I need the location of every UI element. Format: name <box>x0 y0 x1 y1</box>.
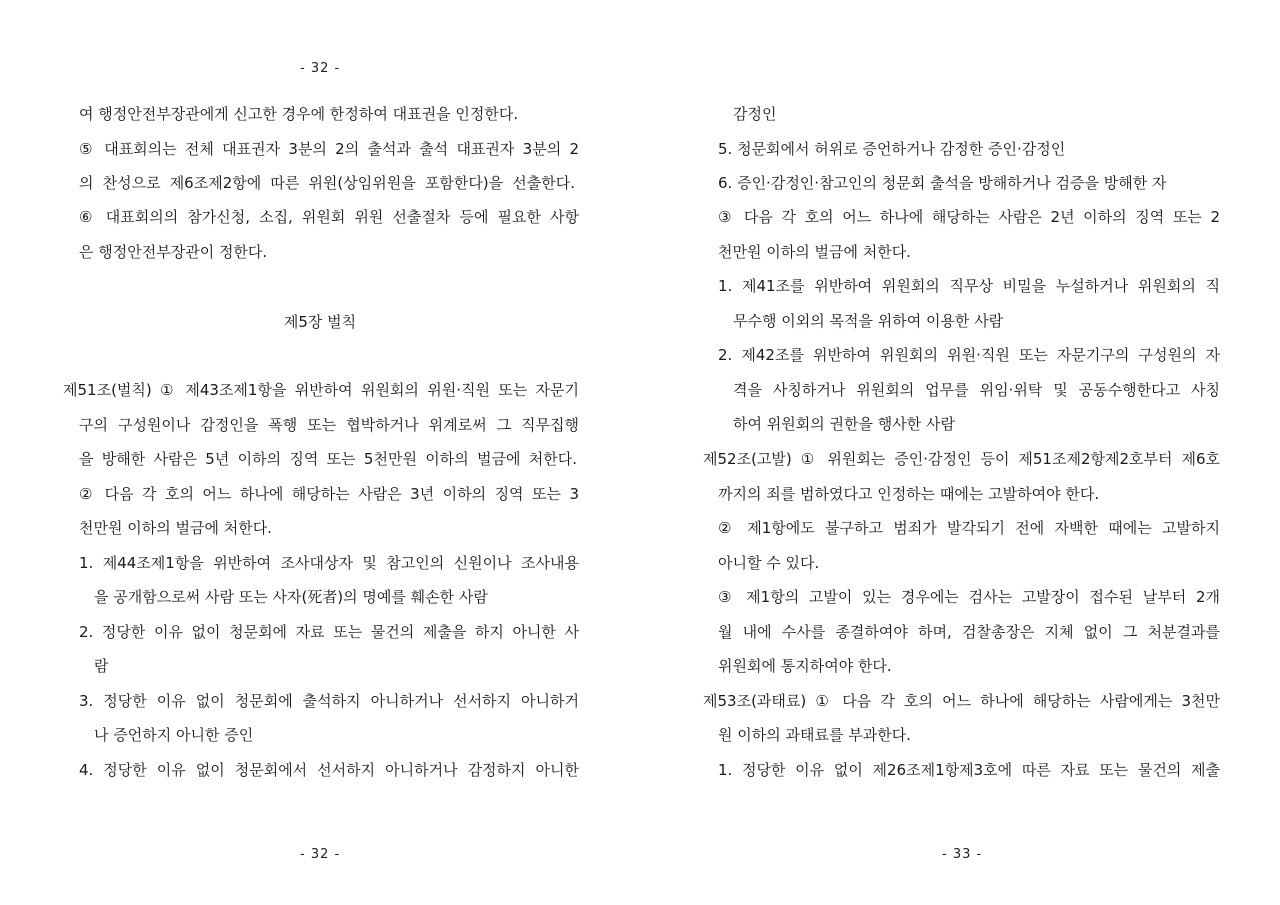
text-line: 을 공개함으로써 사람 또는 사자(死者)의 명예를 훼손한 사람 <box>94 588 488 606</box>
text-line: 위원회에 통지하여야 한다. <box>718 657 892 675</box>
text-line: ③ 제1항의 고발이 있는 경우에는 검사는 고발장이 접수된 날부터 2개 <box>718 588 1220 606</box>
list-item: 4. 정당한 이유 없이 청문회에서 선서하지 아니하거나 감정하지 아니한 <box>79 761 579 779</box>
text-line: ⑥ 대표회의의 참가신청, 소집, 위원회 위원 선출절차 등에 필요한 사항 <box>79 208 579 226</box>
list-item: 1. 제41조를 위반하여 위원회의 직무상 비밀을 누설하거나 위원회의 직 <box>718 277 1220 295</box>
text-line: 천만원 이하의 벌금에 처한다. <box>79 519 272 537</box>
text-line: 의 찬성으로 제6조제2항에 따른 위원(상임위원을 포함한다)을 선출한다. <box>79 174 575 192</box>
list-item: 1. 제44조제1항을 위반하여 조사대상자 및 참고인의 신원이나 조사내용 <box>79 554 579 572</box>
text-line: 나 증언하지 아니한 증인 <box>94 726 254 744</box>
article-51-title: 제51조(벌칙) ① 제43조제1항을 위반하여 위원회의 위원·직원 또는 자문기 <box>63 381 579 399</box>
list-item: 2. 정당한 이유 없이 청문회에 자료 또는 물건의 제출을 하지 아니한 사 <box>79 623 579 641</box>
text-line: 까지의 죄를 범하였다고 인정하는 때에는 고발하여야 한다. <box>718 485 1100 503</box>
text-line: 하여 위원회의 권한을 행사한 사람 <box>733 415 955 433</box>
text-line: 무수행 이외의 목적을 위하여 이용한 사람 <box>733 312 1004 330</box>
text-line: ② 다음 각 호의 어느 하나에 해당하는 사람은 3년 이하의 징역 또는 3 <box>79 485 579 503</box>
top-page-number: - 32 - <box>300 61 341 76</box>
article-52-title: 제52조(고발) ① 위원회는 증인·감정인 등이 제51조제2항제2호부터 제6호 <box>703 450 1220 468</box>
text-line: 천만원 이하의 벌금에 처한다. <box>718 243 911 261</box>
text-line: 을 방해한 사람은 5년 이하의 징역 또는 5천만원 이하의 벌금에 처한다. <box>79 450 577 468</box>
list-item: 6. 증인·감정인·참고인의 청문회 출석을 방해하거나 검증을 방해한 자 <box>718 174 1167 192</box>
text-line: 은 행정안전부장관이 정한다. <box>79 243 268 261</box>
text-line: ⑤ 대표회의는 전체 대표권자 3분의 2의 출석과 출석 대표권자 3분의 2 <box>79 140 579 158</box>
list-item: 3. 정당한 이유 없이 청문회에 출석하지 아니하거나 선서하지 아니하거 <box>79 692 579 710</box>
article-53-title: 제53조(과태료) ① 다음 각 호의 어느 하나에 해당하는 사람에게는 3천만 <box>703 692 1220 710</box>
list-item: 2. 제42조를 위반하여 위원회의 위원·직원 또는 자문기구의 구성원의 자 <box>718 346 1220 364</box>
text-line: ③ 다음 각 호의 어느 하나에 해당하는 사람은 2년 이하의 징역 또는 2 <box>718 208 1220 226</box>
text-line: 월 내에 수사를 종결하여야 하며, 검찰총장은 지체 없이 그 처분결과를 <box>718 623 1220 641</box>
text-line: 격을 사칭하거나 위원회의 업무를 위임·위탁 및 공동수행한다고 사칭 <box>733 381 1220 399</box>
list-item: 5. 청문회에서 허위로 증언하거나 감정한 증인·감정인 <box>718 140 1066 158</box>
text-line: 구의 구성원이나 감정인을 폭행 또는 협박하거나 위계로써 그 직무집행 <box>79 416 579 434</box>
text-line: 감정인 <box>733 105 777 123</box>
text-line: 여 행정안전부장관에게 신고한 경우에 한정하여 대표권을 인정한다. <box>79 105 519 123</box>
text-line: ② 제1항에도 불구하고 범죄가 발각되기 전에 자백한 때에는 고발하지 <box>718 519 1220 537</box>
text-line: 원 이하의 과태료를 부과한다. <box>718 726 911 744</box>
right-footer-page-number: - 33 - <box>942 847 983 862</box>
chapter-heading: 제5장 벌칙 <box>283 313 357 331</box>
text-line: 람 <box>94 657 109 675</box>
left-footer-page-number: - 32 - <box>300 847 341 862</box>
text-line: 아니할 수 있다. <box>718 554 820 572</box>
list-item: 1. 정당한 이유 없이 제26조제1항제3호에 따른 자료 또는 물건의 제출 <box>718 761 1220 779</box>
